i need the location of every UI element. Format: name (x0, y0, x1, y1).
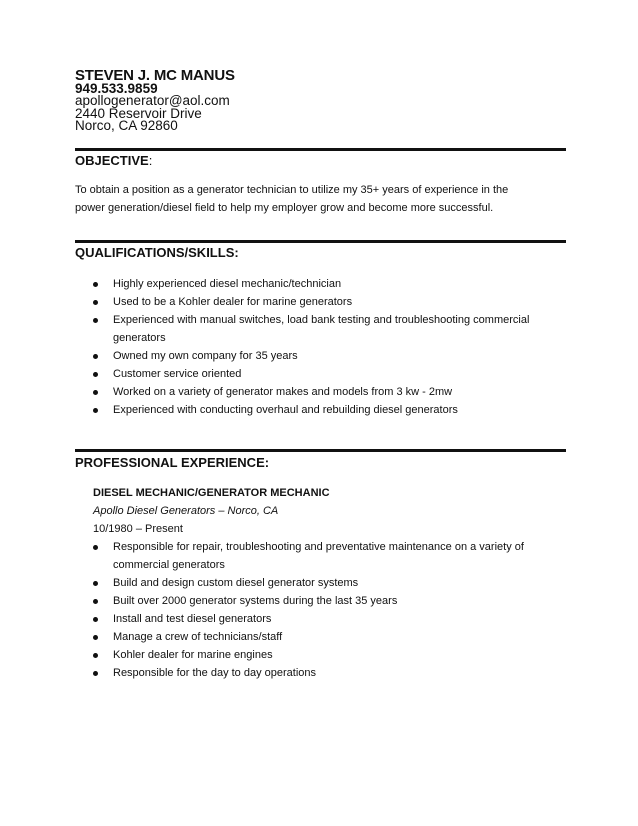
qualifications-heading: QUALIFICATIONS/SKILLS: (75, 245, 239, 260)
city-address: Norco, CA 92860 (75, 118, 178, 133)
bullet-item (93, 664, 563, 682)
bullet-item (93, 646, 563, 664)
candidate-name: STEVEN J. MC MANUS (75, 67, 235, 84)
bullet-icon (93, 372, 98, 377)
bullet-text: Built over 2000 generator systems during the last 35 years (113, 595, 398, 607)
bullet-item (93, 311, 563, 347)
bullet-text: Responsible for repair, troubleshooting and preventative maintenance on a variety of (113, 541, 524, 553)
bullet-text: Worked on a variety of generator makes and models from 3 kw - 2mw (113, 386, 453, 398)
bullet-item (93, 538, 563, 574)
phone-number: 949.533.9859 (75, 81, 158, 96)
section-rule-qualifications (75, 240, 566, 243)
job-dates: 10/1980 – Present (93, 523, 183, 535)
bullet-text: Customer service oriented (113, 368, 242, 380)
bullet-icon (93, 653, 98, 658)
section-rule-experience (75, 449, 566, 452)
bullet-item (93, 401, 563, 419)
bullet-icon (93, 599, 98, 604)
bullet-icon (93, 408, 98, 413)
bullet-text: Responsible for the day to day operations (113, 667, 317, 679)
experience-heading: PROFESSIONAL EXPERIENCE: (75, 455, 270, 470)
section-rule-objective (75, 148, 566, 151)
bullet-item (93, 592, 563, 610)
qualifications-list (93, 275, 563, 419)
bullet-icon (93, 300, 98, 305)
objective-heading: OBJECTIVE: (75, 153, 153, 168)
email-address: apollogenerator@aol.com (75, 93, 230, 108)
bullet-text: commercial generators (113, 559, 225, 571)
street-address: 2440 Reservoir Drive (75, 105, 202, 121)
bullet-icon (93, 635, 98, 640)
bullet-text: Install and test diesel generators (113, 613, 272, 625)
bullet-icon (93, 282, 98, 287)
bullet-item (93, 275, 563, 293)
job-company: Apollo Diesel Generators – Norco, CA (93, 505, 279, 517)
bullet-icon (93, 617, 98, 622)
bullet-text: Build and design custom diesel generator systems (113, 577, 359, 589)
bullet-icon (93, 318, 98, 323)
bullet-text: Highly experienced diesel mechanic/technician (113, 278, 342, 290)
bullet-text: Owned my own company for 35 years (113, 350, 298, 362)
bullet-icon (93, 390, 98, 395)
bullet-item (93, 347, 563, 365)
objective-text (75, 181, 555, 217)
bullet-item (93, 383, 563, 401)
bullet-text: Kohler dealer for marine engines (113, 649, 273, 661)
bullet-item (93, 574, 563, 592)
contact-header (75, 68, 235, 133)
bullet-icon (93, 354, 98, 359)
job-responsibilities-list (93, 538, 563, 682)
bullet-text: Experienced with conducting overhaul and rebuilding diesel generators (113, 404, 458, 416)
objective-line: To obtain a position as a generator technician to utilize my 35+ years of experience in the (75, 184, 509, 196)
bullet-item (93, 365, 563, 383)
bullet-item (93, 610, 563, 628)
job-title: DIESEL MECHANIC/GENERATOR MECHANIC (93, 487, 330, 499)
bullet-text: Experienced with manual switches, load bank testing and troubleshooting commercial (113, 314, 530, 326)
bullet-icon (93, 581, 98, 586)
bullet-text: Used to be a Kohler dealer for marine generators (113, 296, 353, 308)
bullet-item (93, 293, 563, 311)
bullet-icon (93, 671, 98, 676)
bullet-text: Manage a crew of technicians/staff (113, 631, 283, 643)
bullet-text: generators (113, 332, 166, 344)
bullet-item (93, 628, 563, 646)
job-entry (93, 484, 330, 538)
objective-line: power generation/diesel field to help my employer grow and become more successful. (75, 202, 494, 214)
bullet-icon (93, 545, 98, 550)
